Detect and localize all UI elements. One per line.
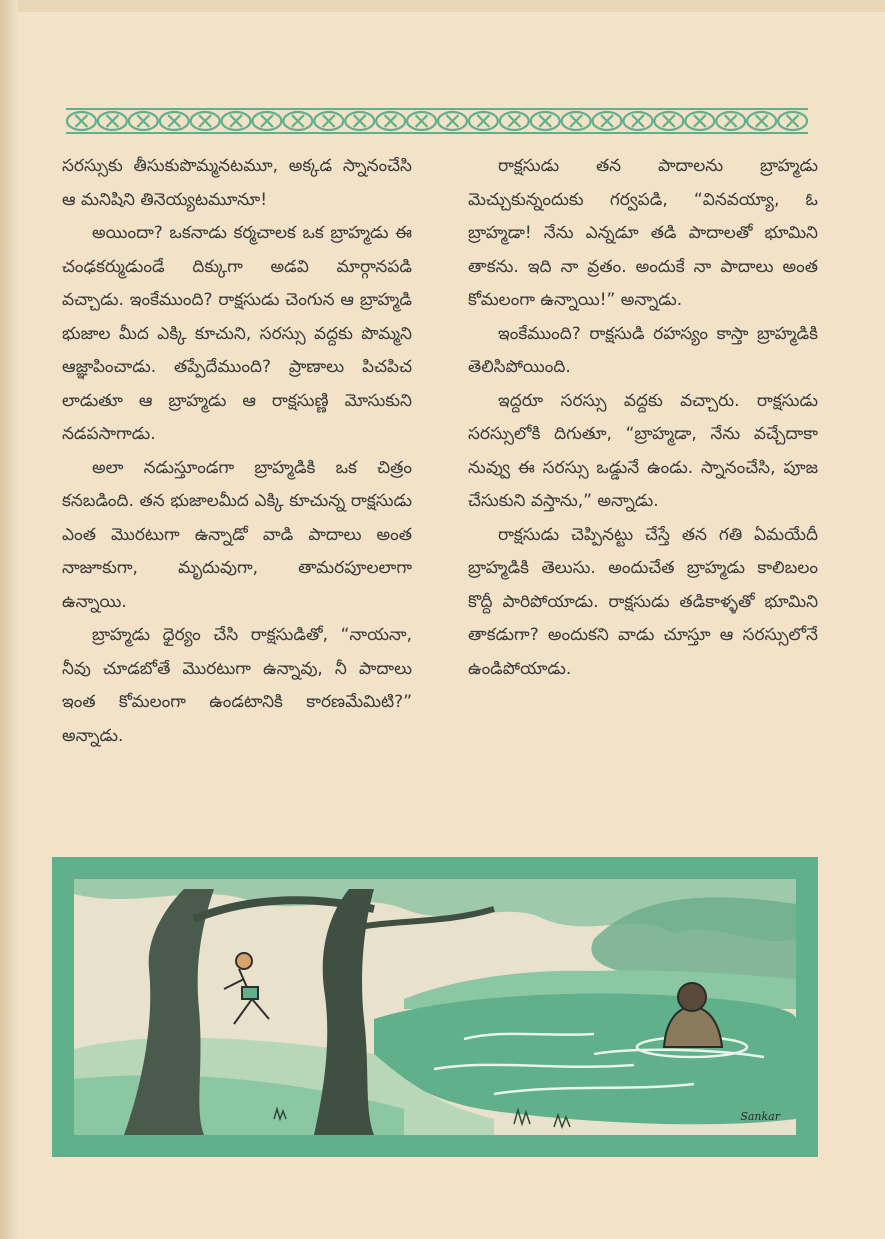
paragraph: ఇంకేముంది? రాక్షసుడి రహస్యం కాస్తా బ్రాహ్మడికి తెలిసిపోయింది.: [468, 323, 818, 377]
paragraph: ఇద్దరూ సరస్సు వద్దకు వచ్చారు. రాక్షసుడు సరస్సులోకి దిగుతూ, “బ్రాహ్మడా, నేను వచ్చేదాకా నువ్వు ఈ సరస్సు ఒడ్డునే ఉండు. స్నానంచేసి, పూజ చేసుకుని వస్తాను,” అన్నాడు.: [468, 390, 818, 511]
artist-signature: Sankar: [740, 1110, 780, 1123]
scene-drawing: [74, 879, 796, 1135]
story-left-column: [62, 150, 412, 753]
illustration-scene: [74, 879, 796, 1135]
page-binding-shadow: [0, 0, 18, 1239]
paragraph: బ్రాహ్మడు ధైర్యం చేసి రాక్షసుడితో, “నాయనా, నీవు చూడబోతే మొరటుగా ఉన్నావు, నీ పాదాలు ఇంత కోమలంగా ఉండటానికి కారణమేమిటి?” అన్నాడు.: [62, 625, 412, 746]
paragraph: అలా నడుస్తూండగా బ్రాహ్మడికి ఒక చిత్రం కనబడింది. తన భుజాలమీద ఎక్కి కూచున్న రాక్షసుడు ఎంత మొరటుగా ఉన్నాడో వాడి పాదాలు అంత నాజూకుగా, మృదువుగా, తామరపూలలాగా ఉన్నాయి.: [62, 457, 412, 612]
paragraph: రాక్షసుడు చెప్పినట్టు చేస్తే తన గతి ఏమయేదీ బ్రాహ్మడికి తెలుసు. అందుచేత బ్రాహ్మడు కాలిబలం కొద్దీ పారిపోయాడు. రాక్షసుడు తడికాళ్ళతో భూమిని తాకడుగా? అందుకని వాడు చూస్తూ ఆ సరస్సులోనే ఉండిపోయాడు.: [468, 524, 818, 679]
decorative-border: [62, 104, 812, 138]
paragraph: సరస్సుకు తీసుకుపొమ్మనటమూ, అక్కడ స్నానంచేసి ఆ మనిషిని తినెయ్యటమూనూ!: [62, 156, 412, 210]
paragraph: రాక్షసుడు తన పాదాలను బ్రాహ్మడు మెచ్చుకున్నందుకు గర్వపడి, “వినవయ్యా, ఓ బ్రాహ్మడా! నేను ఎన్నడూ తడి పాదాలతో భూమిని తాకను. ఇది నా వ్రతం. అందుకే నా పాదాలు అంత కోమలంగా ఉన్నాయి!” అన్నాడు.: [468, 156, 818, 310]
page-top-edge: [0, 0, 885, 12]
paragraph: అయిందా? ఒకనాడు కర్మచాలక ఒక బ్రాహ్మడు ఈ చంఢకర్ముడుండే దిక్కుగా అడవి మార్గానపడి వచ్చాడు. ఇంకేముంది? రాక్షసుడు చెంగున ఆ బ్రాహ్మడి భుజాల మీద ఎక్కి కూచుని, సరస్సు వద్దకు పొమ్మని ఆజ్ఞాపించాడు. తప్పేదేముంది? ప్రాణాలు పిచపిచ లాడుతూ ఆ బ్రాహ్మడు ఆ రాక్షసుణ్ణి మోసుకుని నడపసాగాడు.: [62, 223, 412, 444]
story-right-column: [468, 150, 818, 686]
story-illustration: [52, 857, 818, 1157]
